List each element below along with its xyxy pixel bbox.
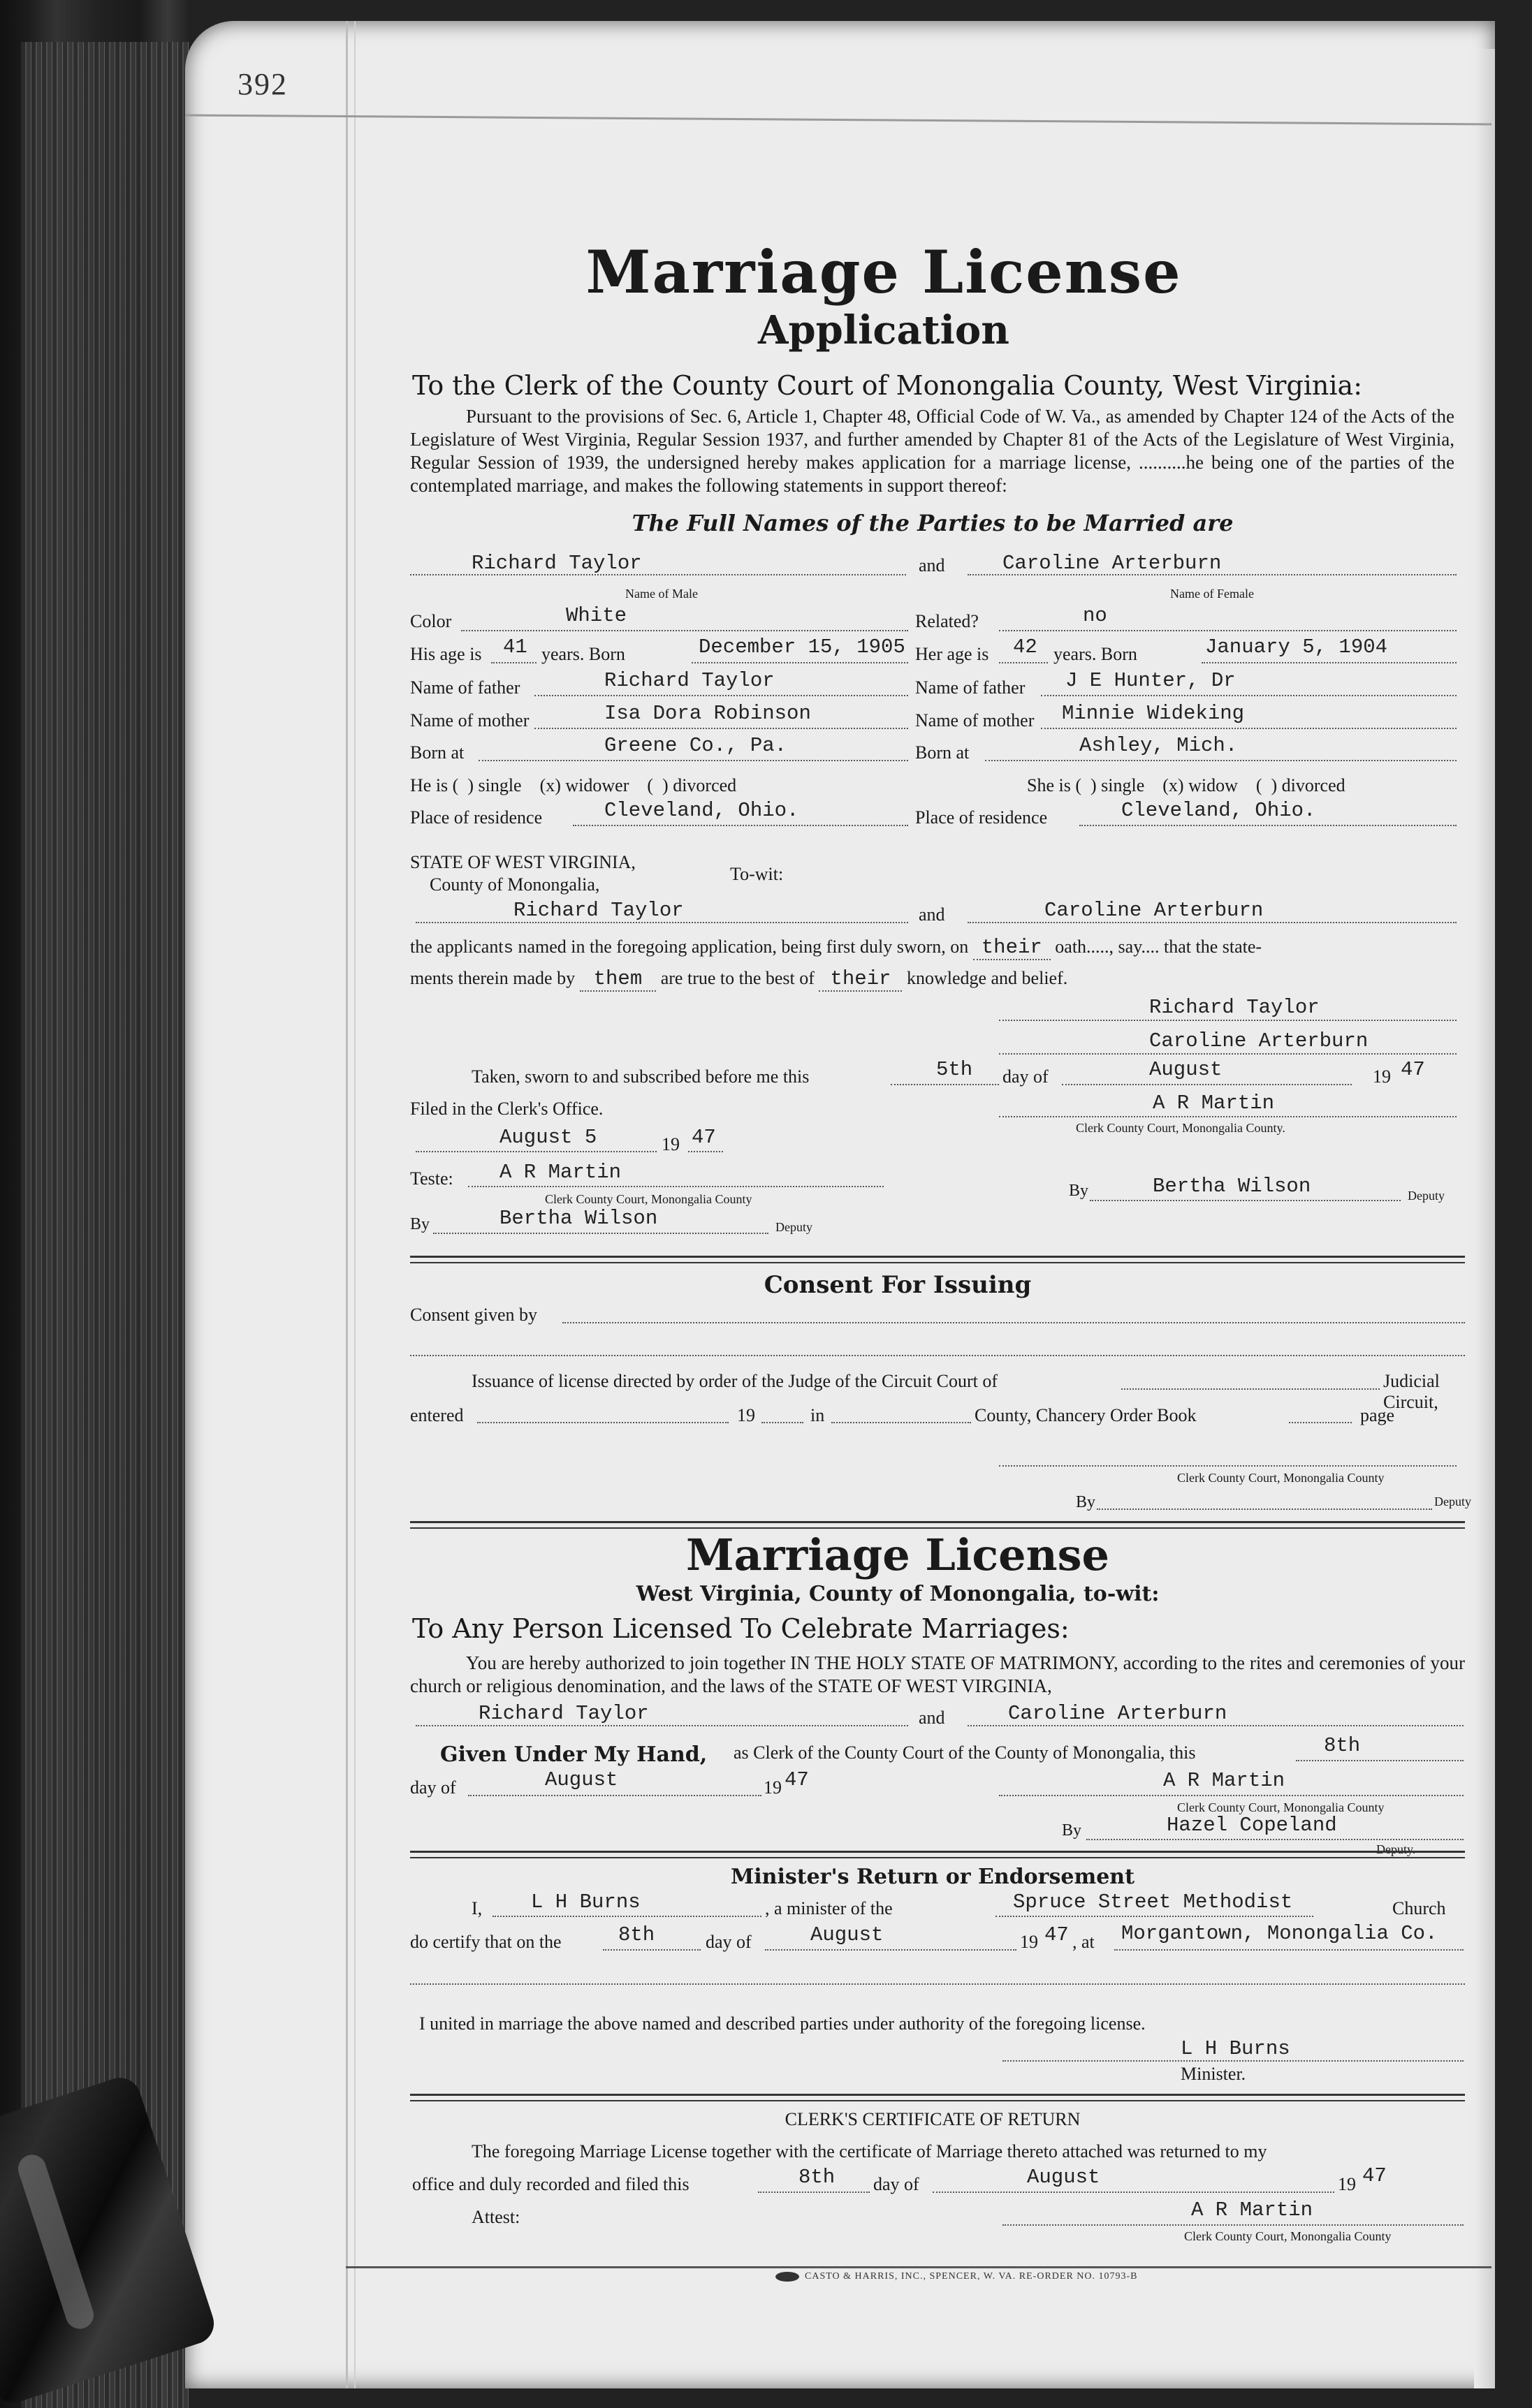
license-year-prefix: 19 <box>764 1777 782 1798</box>
affidavit-male-line <box>416 922 908 923</box>
affidavit-signature-1: Richard Taylor <box>1149 996 1320 1019</box>
section-divider-2 <box>410 1521 1465 1529</box>
she-status: She is ( ) single (x) widow ( ) divorced <box>1027 775 1345 795</box>
teste-caption: Clerk County Court, Monongalia County <box>545 1192 752 1206</box>
top-rule <box>185 114 1491 125</box>
his-residence: Cleveland, Ohio. <box>604 799 799 822</box>
license-deputy-label: Deputy. <box>1376 1842 1416 1856</box>
her-born-date: January 5, 1904 <box>1205 636 1388 659</box>
his-mother-line <box>534 728 908 729</box>
return-day-line <box>758 2192 870 2193</box>
minister-name-line <box>493 1916 761 1917</box>
minister-signature: L H Burns <box>1181 2037 1290 2060</box>
signature-2-line <box>999 1053 1457 1055</box>
oath-whose: their <box>973 936 1051 960</box>
license-female-line <box>968 1725 1464 1726</box>
affidavit-male-name: Richard Taylor <box>513 899 684 922</box>
minister-i-label: I, <box>472 1898 483 1918</box>
judicial-circuit-label: Judicial Circuit, <box>1383 1371 1440 1412</box>
license-day-of-label: day of <box>410 1777 456 1798</box>
license-female-name: Caroline Arterburn <box>1008 1702 1227 1725</box>
attest-label: Attest: <box>472 2207 520 2227</box>
filed-year-line <box>688 1151 723 1152</box>
affidavit-line-2 <box>410 967 1067 990</box>
he-status: He is ( ) single (x) widower ( ) divorced <box>410 775 737 795</box>
sworn-year-prefix: 19 <box>1373 1066 1391 1087</box>
affidavit-text-1a: the applicant <box>410 937 504 957</box>
sworn-month-line <box>1062 1084 1352 1085</box>
her-father-line <box>1041 695 1457 696</box>
knowledge-whose: their <box>819 967 902 992</box>
his-born-at-line <box>479 760 908 761</box>
printer-imprint <box>775 2271 1250 2282</box>
his-father-label: Name of father <box>410 677 520 698</box>
related-line <box>999 630 1457 631</box>
consent-year-prefix: 19 <box>737 1405 755 1425</box>
license-day-line <box>1296 1760 1464 1761</box>
his-mother-label: Name of mother <box>410 710 530 731</box>
county-chancery-label: County, Chancery Order Book <box>975 1405 1197 1425</box>
entered-line <box>477 1422 729 1423</box>
his-father: Richard Taylor <box>604 669 775 692</box>
page-right-edge <box>1474 49 1495 2388</box>
color-label: Color <box>410 611 452 631</box>
to-wit-label: To-wit: <box>730 864 784 884</box>
return-text-1: The foregoing Marriage License together with the certificate of Marriage thereto attached was returned to my <box>472 2141 1267 2161</box>
her-residence: Cleveland, Ohio. <box>1121 799 1316 822</box>
license-clerk-text: as Clerk of the County Court of the County of Monongalia, this <box>734 1742 1196 1763</box>
his-birthplace: Greene Co., Pa. <box>604 734 787 757</box>
minister-year: 47 <box>1044 1923 1069 1946</box>
license-month: August <box>545 1768 618 1791</box>
his-age-label: His age is <box>410 644 482 664</box>
consent-line-1 <box>562 1322 1465 1323</box>
affidavit-clerk-caption: Clerk County Court, Monongalia County. <box>1076 1121 1285 1135</box>
right-by-label: By <box>1069 1182 1089 1200</box>
ceremony-place: Morgantown, Monongalia Co. <box>1121 1922 1438 1945</box>
affidavit-female-line <box>968 922 1457 923</box>
affidavit-clerk-signature: A R Martin <box>1153 1092 1275 1115</box>
her-age-label: Her age is <box>915 644 989 664</box>
color-value: White <box>566 604 627 627</box>
page-number: 392 <box>238 67 288 101</box>
application-subtitle: Application <box>758 307 1009 353</box>
her-father: J E Hunter, Dr <box>1065 669 1236 692</box>
church-name: Spruce Street Methodist <box>1013 1891 1293 1914</box>
minister-month: August <box>810 1923 884 1946</box>
her-residence-label: Place of residence <box>915 807 1048 828</box>
consent-deputy-label: Deputy <box>1434 1495 1471 1508</box>
affidavit-signature-2: Caroline Arterburn <box>1149 1029 1369 1052</box>
made-by: them <box>580 967 657 992</box>
consent-year-line <box>761 1422 803 1423</box>
his-residence-line <box>573 825 908 826</box>
her-father-label: Name of father <box>915 677 1026 698</box>
affidavit-text-1c: oath....., say.... that the state- <box>1055 937 1262 957</box>
his-age-line <box>491 662 537 663</box>
her-age-line <box>999 662 1048 663</box>
return-year: 47 <box>1362 2164 1387 2187</box>
return-day-of-label: day of <box>873 2174 919 2194</box>
return-clerk-signature: A R Martin <box>1191 2198 1313 2222</box>
teste-signature: A R Martin <box>499 1161 622 1184</box>
affidavit-female-name: Caroline Arterburn <box>1044 899 1264 922</box>
his-born-at-label: Born at <box>410 742 465 763</box>
her-age: 42 <box>1013 636 1037 659</box>
clerk-signature-line <box>999 1116 1457 1117</box>
return-day: 8th <box>798 2166 836 2189</box>
affidavit-text-1b: named in the foregoing application, being first duly sworn, on <box>518 937 969 957</box>
page-label: page <box>1360 1405 1395 1425</box>
full-names-heading: The Full Names of the Parties to be Married are <box>632 510 1234 536</box>
sworn-day-line <box>891 1084 999 1085</box>
affidavit-text-2b: are true to the best of <box>660 968 815 988</box>
male-name: Richard Taylor <box>472 552 642 575</box>
sworn-text: Taken, sworn to and subscribed before me this <box>472 1066 810 1087</box>
name-of-male-caption: Name of Male <box>625 587 698 601</box>
county-label: County of Monongalia, <box>430 874 600 895</box>
license-jurisdiction: West Virginia, County of Monongalia, to-wit: <box>636 1582 1160 1606</box>
color-line <box>461 630 908 631</box>
entered-label: entered <box>410 1405 464 1425</box>
authorization-text: You are hereby authorized to join together IN THE HOLY STATE OF MATRIMONY, according to the rites and ceremonies of your church or religious denomination, and the laws of the STATE OF WEST VIRGINIA, <box>410 1652 1465 1696</box>
return-year-prefix: 19 <box>1338 2174 1356 2194</box>
left-by-label: By <box>410 1215 430 1233</box>
teste-label: Teste: <box>410 1168 453 1189</box>
license-month-line <box>468 1795 761 1796</box>
church-label: Church <box>1392 1898 1446 1918</box>
return-clerk-caption: Clerk County Court, Monongalia County <box>1184 2229 1392 2243</box>
left-deputy-line <box>433 1233 768 1234</box>
license-and-label: and <box>919 1708 945 1728</box>
minister-blank-line <box>410 1983 1465 1985</box>
issuance-text: Issuance of license directed by order of the Judge of the Circuit Court of <box>472 1371 998 1391</box>
deputy-left: Bertha Wilson <box>499 1207 658 1230</box>
in-label: in <box>810 1405 825 1425</box>
minister-day: 8th <box>618 1923 655 1946</box>
affidavit-text-2a: ments therein made by <box>410 968 576 988</box>
license-male-name: Richard Taylor <box>479 1702 649 1725</box>
return-month: August <box>1027 2166 1100 2189</box>
section-divider-4 <box>410 2094 1465 2101</box>
certify-text: do certify that on the <box>410 1932 562 1952</box>
circuit-line <box>1121 1388 1380 1390</box>
his-mother: Isa Dora Robinson <box>604 702 811 725</box>
return-clerk-line <box>1002 2224 1464 2226</box>
related-label: Related? <box>915 611 979 631</box>
license-title: Marriage License <box>685 1529 1109 1580</box>
affidavit-text-2c: knowledge and belief. <box>906 968 1068 988</box>
minister-heading: Minister's Return or Endorsement <box>731 1865 1135 1889</box>
her-born-line <box>1202 662 1457 663</box>
applicant-suffix: s <box>503 939 513 958</box>
sworn-day-of-label: day of <box>1002 1066 1049 1087</box>
given-under-my-hand: Given Under My Hand, <box>440 1742 708 1767</box>
left-deputy-label: Deputy <box>775 1220 812 1234</box>
minister-signature-line <box>1002 2060 1464 2062</box>
consent-heading: Consent For Issuing <box>764 1271 1032 1299</box>
printer-logo-icon <box>775 2272 799 2282</box>
printer-imprint-text: CASTO & HARRIS, INC., SPENCER, W. VA. RE-ORDER NO. 10793-B <box>805 2271 1138 2282</box>
license-clerk-signature: A R Martin <box>1163 1769 1285 1792</box>
minister-of-label: , a minister of the <box>765 1898 893 1918</box>
her-born-at-label: Born at <box>915 742 970 763</box>
license-clerk-caption: Clerk County Court, Monongalia County <box>1177 1800 1385 1814</box>
to-clerk-heading: To the Clerk of the County Court of Monongalia County, West Virginia: <box>412 370 1363 401</box>
return-heading: CLERK'S CERTIFICATE OF RETURN <box>785 2109 1081 2129</box>
minister-day-line <box>603 1949 701 1951</box>
section-divider-1 <box>410 1256 1465 1263</box>
right-deputy-line <box>1090 1200 1401 1201</box>
her-mother-label: Name of mother <box>915 710 1035 731</box>
bottom-rule <box>346 2266 1491 2268</box>
place-line <box>1114 1949 1464 1951</box>
his-father-line <box>534 695 908 696</box>
deputy-right: Bertha Wilson <box>1153 1175 1311 1198</box>
sworn-year: 47 <box>1401 1058 1425 1081</box>
to-any-person-heading: To Any Person Licensed To Celebrate Marriages: <box>412 1613 1070 1644</box>
consent-clerk-caption: Clerk County Court, Monongalia County <box>1177 1471 1385 1485</box>
license-by-label: By <box>1062 1821 1082 1840</box>
female-name: Caroline Arterburn <box>1002 552 1222 575</box>
filed-date-line <box>416 1151 657 1152</box>
minister-day-of-label: day of <box>706 1932 752 1952</box>
her-born-at-line <box>985 760 1457 761</box>
her-mother: Minnie Wideking <box>1062 702 1245 725</box>
his-age: 41 <box>503 636 527 659</box>
his-born-line <box>692 662 908 663</box>
minister-title-label: Minister. <box>1181 2064 1246 2084</box>
minister-year-prefix: 19 <box>1020 1932 1038 1952</box>
his-born-date: December 15, 1905 <box>699 636 905 659</box>
filed-date: August 5 <box>499 1126 597 1149</box>
license-deputy-line <box>1086 1839 1464 1840</box>
filed-year: 47 <box>692 1126 716 1149</box>
preamble-text: Pursuant to the provisions of Sec. 6, Article 1, Chapter 48, Official Code of W. Va., as amended by Chapter 124 of the Acts of the Legislature of West Virginia, Regular Session 1937, and further amended by Chapter 81 of the Acts of the Legislature of West Virginia, Regular Session of 1939, the undersigned hereby makes application for a marriage license, ..........he being one of the parties of the contemplated marriage, and makes the following statements in support thereof: <box>410 406 1454 496</box>
license-clerk-line <box>999 1795 1464 1796</box>
affidavit-and-label: and <box>919 904 945 925</box>
return-text-2: office and duly recorded and filed this <box>412 2174 690 2194</box>
united-text: I united in marriage the above named and described parties under authority of the foregoing license. <box>419 2013 1146 2034</box>
preamble <box>410 405 1454 497</box>
sworn-month: August <box>1149 1058 1223 1081</box>
and-label: and <box>919 555 945 575</box>
her-years-born-label: years. Born <box>1053 644 1137 664</box>
ledger-page <box>185 21 1495 2388</box>
affidavit-line-1 <box>410 936 1262 959</box>
license-day: 8th <box>1324 1734 1361 1757</box>
license-year: 47 <box>785 1768 809 1791</box>
margin-rule <box>346 21 348 2388</box>
application-title: Marriage License <box>585 237 1182 307</box>
license-deputy-signature: Hazel Copeland <box>1167 1814 1337 1837</box>
margin-rule-inner <box>354 21 356 2388</box>
filed-year-prefix: 19 <box>662 1134 680 1154</box>
consent-label: Consent given by <box>410 1305 537 1325</box>
consent-clerk-line <box>999 1465 1457 1467</box>
signature-1-line <box>999 1020 1457 1021</box>
her-birthplace: Ashley, Mich. <box>1079 734 1238 757</box>
county-line <box>831 1422 971 1423</box>
book-line <box>1289 1422 1352 1423</box>
ledger-page-edges <box>21 42 189 2408</box>
return-month-line <box>933 2192 1334 2193</box>
her-mother-line <box>1041 728 1457 729</box>
sworn-day: 5th <box>936 1058 973 1081</box>
teste-line <box>468 1186 884 1187</box>
authorization <box>410 1652 1465 1698</box>
church-line <box>995 1916 1313 1917</box>
consent-by-label: By <box>1076 1493 1096 1511</box>
related-value: no <box>1083 604 1107 627</box>
her-residence-line <box>1079 825 1457 826</box>
minister-name: L H Burns <box>531 1891 641 1914</box>
license-male-line <box>416 1725 908 1726</box>
consent-deputy-line <box>1097 1508 1432 1510</box>
state-label: STATE OF WEST VIRGINIA, <box>410 852 636 872</box>
name-of-female-caption: Name of Female <box>1170 587 1254 601</box>
section-divider-3 <box>410 1851 1465 1858</box>
his-years-born-label: years. Born <box>541 644 625 664</box>
his-residence-label: Place of residence <box>410 807 543 828</box>
consent-line-2 <box>410 1355 1465 1356</box>
minister-at-label: , at <box>1072 1932 1095 1952</box>
right-deputy-label: Deputy <box>1408 1189 1445 1203</box>
filed-label: Filed in the Clerk's Office. <box>410 1099 604 1119</box>
minister-month-line <box>765 1949 1016 1951</box>
